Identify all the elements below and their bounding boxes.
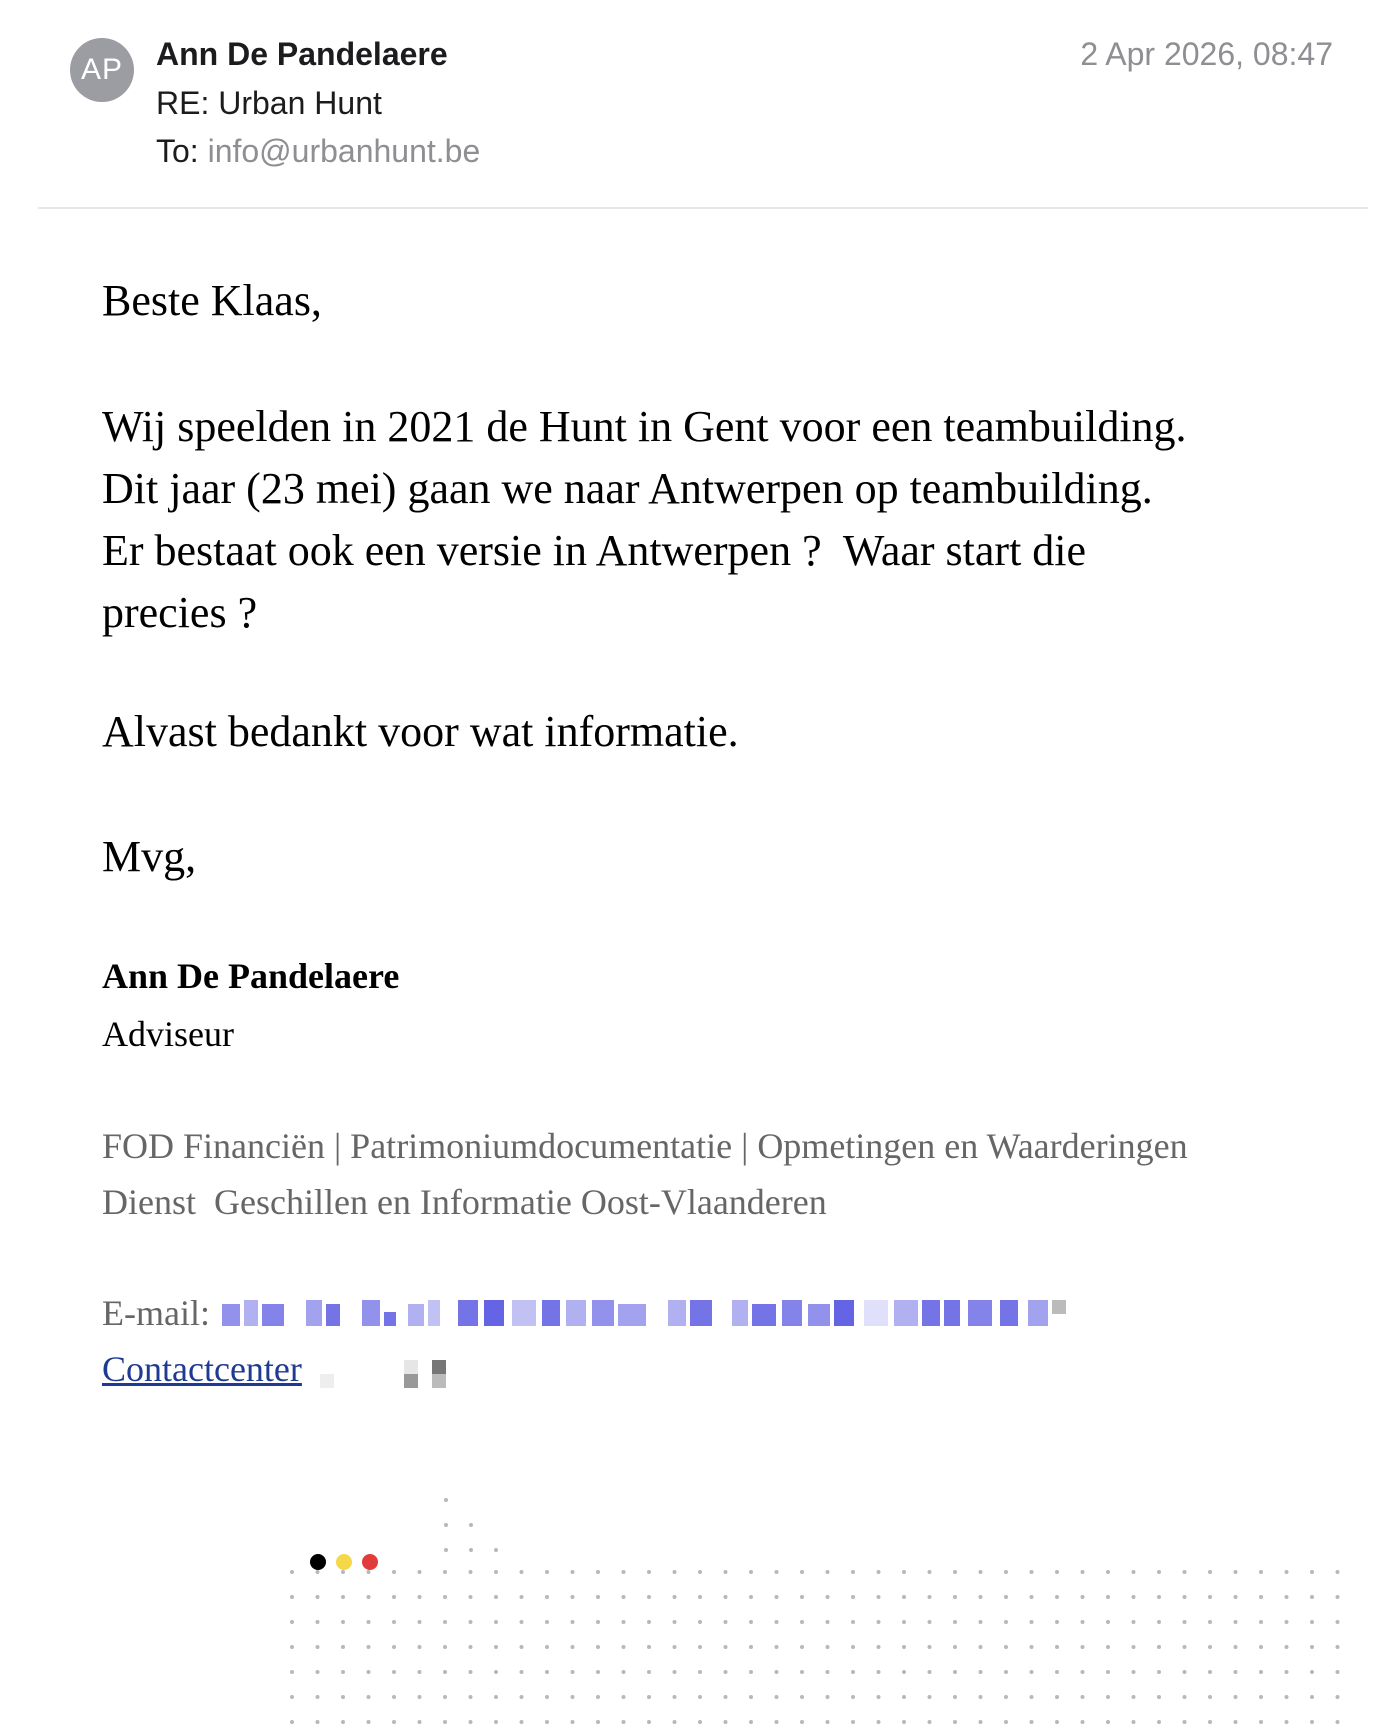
signature-org-line-2: Dienst Geschillen en Informatie Oost-Vlaanderen	[102, 1182, 827, 1222]
body-line: Er bestaat ook een versie in Antwerpen ? Waar start die	[102, 526, 1087, 575]
contactcenter-link[interactable]: Contactcenter	[102, 1349, 302, 1389]
greeting	[102, 270, 322, 332]
sender-avatar[interactable]: AP	[70, 38, 134, 102]
to-label: To:	[156, 133, 199, 169]
signature-email-label: E-mail:	[102, 1293, 210, 1333]
body-line: precies ?	[102, 588, 258, 637]
recipient-line	[156, 133, 480, 170]
signature-name: Ann De Pandelaere	[102, 956, 400, 996]
thanks-text: Alvast bedankt voor wat informatie.	[102, 707, 739, 756]
redacted-email-pixels	[222, 1298, 1162, 1330]
recipient-address[interactable]: info@urbanhunt.be	[207, 133, 481, 169]
message-header	[0, 0, 1398, 210]
flag-dot-black-icon	[310, 1554, 326, 1570]
message-subject: RE: Urban Hunt	[156, 85, 382, 121]
sender-name[interactable]: Ann De Pandelaere	[156, 36, 448, 72]
signature-role: Adviseur	[102, 1014, 234, 1054]
closing	[102, 826, 196, 888]
body-paragraph-1	[102, 396, 1332, 644]
body-paragraph-2	[102, 701, 739, 763]
closing-text: Mvg,	[102, 832, 197, 881]
redacted-phone-pixels	[320, 1360, 500, 1388]
greeting-text: Beste Klaas,	[102, 276, 322, 325]
signature-org-line-1: FOD Financiën | Patrimoniumdocumentatie | Opmetingen en Waarderingen	[102, 1126, 1188, 1166]
decorative-dot-grid	[280, 1490, 1360, 1726]
body-line: Dit jaar (23 mei) gaan we naar Antwerpen op teambuilding.	[102, 464, 1153, 513]
body-line: Wij speelden in 2021 de Hunt in Gent voor een teambuilding.	[102, 402, 1187, 451]
flag-dot-red-icon	[362, 1554, 378, 1570]
message-date: 2 Apr 2026, 08:47	[1080, 36, 1333, 72]
header-divider	[38, 207, 1368, 209]
flag-dot-yellow-icon	[336, 1554, 352, 1570]
